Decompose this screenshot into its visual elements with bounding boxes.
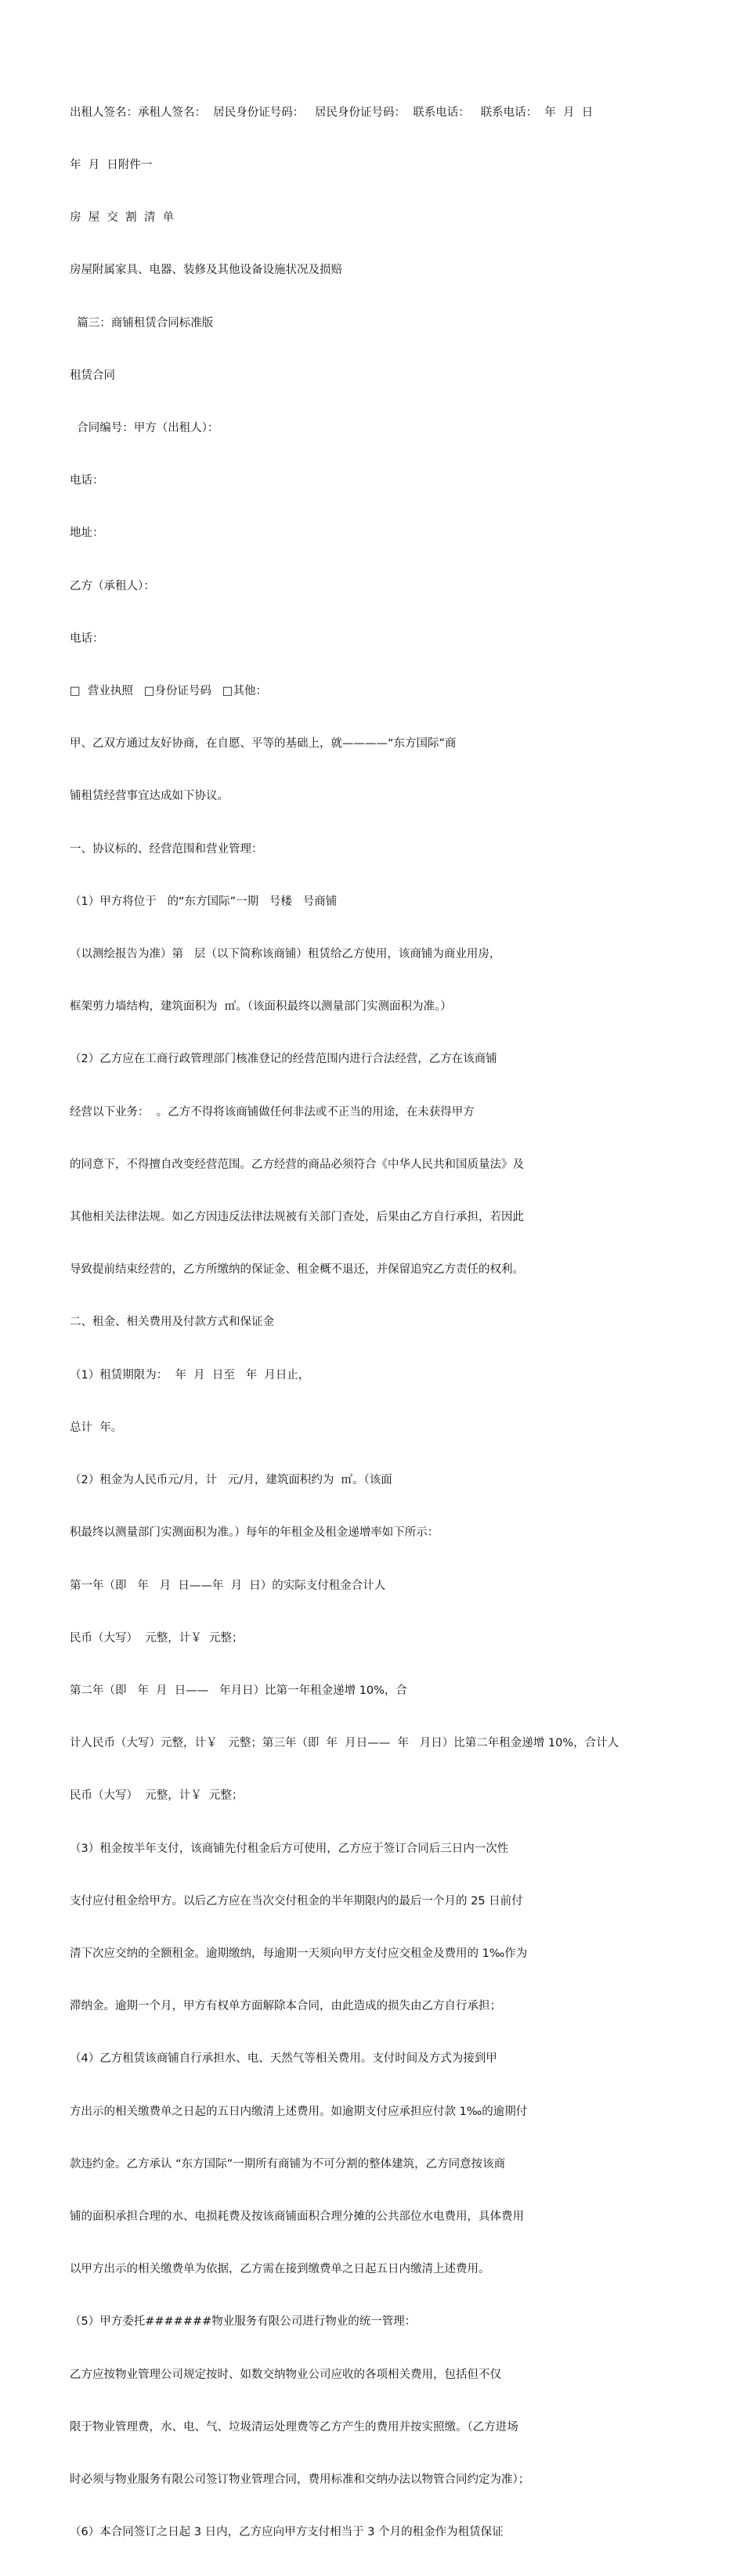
text-line: 支付应付租金给甲方。以后乙方应在当次交付租金的半年期限内的最后一个月的 25 日前付 (70, 1894, 523, 1908)
text-line: （3）租金按半年支付，该商铺先付租金后方可使用，乙方应于签订合同后三日内一次性 (70, 1842, 509, 1855)
text-line: 其他相关法律法规。如乙方因违反法律法规被有关部门查处，后果由乙方自行承担，若因此 (70, 1211, 524, 1224)
text-line: 经营以下业务： 。乙方不得将该商铺做任何非法或不正当的用途，在未获得甲方 (70, 1105, 475, 1119)
text-line: 计人民币（大写）元整，计￥ 元整；第三年（即 年 月日—— 年 月日）比第二年租金递增 10%，合计人 (70, 1737, 619, 1750)
text-line: 滞纳金。逾期一个月，甲方有权单方面解除本合同，由此造成的损失由乙方自行承担； (70, 2000, 501, 2013)
text-line: （2）乙方应在工商行政管理部门核准登记的经营范围内进行合法经营，乙方在该商铺 (70, 1053, 497, 1066)
text-line: 年 月 日附件一 (70, 159, 153, 172)
text-line: 民币（大写） 元整，计￥ 元整； (70, 1789, 244, 1803)
text-line: （1）甲方将位于 的“东方国际”一期 号楼 号商铺 (70, 895, 338, 908)
text-line: 的同意下，不得擅自改变经营范围。乙方经营的商品必须符合《中华人民共和国质量法》及 (70, 1158, 524, 1171)
text-line: 总计 年。 (70, 1421, 123, 1434)
phone-line: 电话： (70, 474, 104, 488)
text-line: 房屋附属家具、电器、装修及其他设备设施状况及损赔 (70, 264, 342, 277)
text-line: 乙方应按物业管理公司规定按时、如数交纳物业公司应收的各项相关费用，包括但不仅 (70, 2368, 501, 2381)
document-body (70, 69, 731, 2576)
phone-line: 电话： (70, 632, 104, 645)
text-line: 第一年（即 年 月 日——年 月 日）的实际支付租金合计人 (70, 1579, 386, 1592)
id-type-checkboxes: □ 营业执照 □身份证号码 □其他： (70, 685, 267, 698)
text-line: 款违约金。乙方承认 “东方国际”一期所有商铺为不可分割的整体建筑，乙方同意按该商 (70, 2157, 506, 2171)
contract-title: 租赁合同 (70, 369, 115, 382)
text-line: （2）租金为人民币元/月，计 元/月，建筑面积约为 ㎡。（该面 (70, 1474, 392, 1487)
address-line: 地址： (70, 527, 104, 540)
text-line: 甲、乙双方通过友好协商，在自愿、平等的基础上，就————“东方国际”商 (70, 737, 457, 751)
text-line: 积最终以测量部门实测面积为准。）每年的年租金及租金递增率如下所示： (70, 1526, 439, 1540)
clause-heading: 一、协议标的、经营范围和营业管理： (70, 842, 263, 856)
text-line: 铺的面积承担合理的水、电损耗费及按该商铺面积合理分摊的公共部位水电费用，具体费用 (70, 2210, 524, 2223)
party-b-line: 乙方（承租人）： (70, 579, 155, 593)
signature-line: 出租人签名：承租人签名： 居民身份证号码： 居民身份证号码： 联系电话： 联系电话： 年 月 日 (70, 106, 594, 119)
text-line: （6）本合同签订之日起 3 日内，乙方应向甲方支付相当于 3 个月的租金作为租赁保证 (70, 2526, 504, 2539)
text-line: 第二年（即 年 月 日—— 年月日）比第一年租金递增 10%，合 (70, 1684, 407, 1697)
text-line: 限于物业管理费，水、电、气、垃圾清运处理费等乙方产生的费用并按实照缴。（乙方进场 (70, 2420, 518, 2434)
text-line: 铺租赁经营事宜达成如下协议。 (70, 790, 229, 803)
section-heading: 篇三：商铺租赁合同标准版 (70, 316, 214, 330)
text-line: 方出示的相关缴费单之日起的五日内缴清上述费用。如逾期支付应承担应付款 1‰的逾期付 (70, 2105, 528, 2118)
text-line: （5）甲方委托#######物业服务有限公司进行物业的统一管理： (70, 2315, 417, 2329)
clause-heading: 二、租金、相关费用及付款方式和保证金 (70, 1316, 274, 1329)
text-line: （4）乙方租赁该商铺自行承担水、电、天然气等相关费用。支付时间及方式为接到甲 (70, 2052, 497, 2066)
text-line: 时必须与物业服务有限公司签订物业管理合同，费用标准和交纳办法以物管合同约定为准）； (70, 2473, 530, 2486)
text-line: 清下次应交纳的全额租金。逾期缴纳，每逾期一天须向甲方支付应交租金及费用的 1‰作为 (70, 1947, 528, 1960)
text-line: 民币（大写） 元整，计￥ 元整； (70, 1631, 244, 1645)
text-line: （1）租赁期限为： 年 月 日至 年 月日止， (70, 1368, 310, 1382)
contract-number-line: 合同编号：甲方（出租人）： (70, 422, 219, 435)
text-line: 以甲方出示的相关缴费单为依据，乙方需在接到缴费单之日起五日内缴清上述费用。 (70, 2263, 490, 2276)
text-line: （以测绘报告为准）第 层（以下简称该商铺）租赁给乙方使用，该商铺为商业用房， (70, 948, 501, 961)
handover-list-title: 房 屋 交 割 清 单 (70, 211, 175, 225)
text-line: 导致提前结束经营的，乙方所缴纳的保证金、租金概不退还，并保留追究乙方责任的权利。 (70, 1263, 524, 1277)
text-line: 框架剪力墙结构，建筑面积为 ㎡。（该面积最终以测量部门实测面积为准。） (70, 1000, 452, 1014)
